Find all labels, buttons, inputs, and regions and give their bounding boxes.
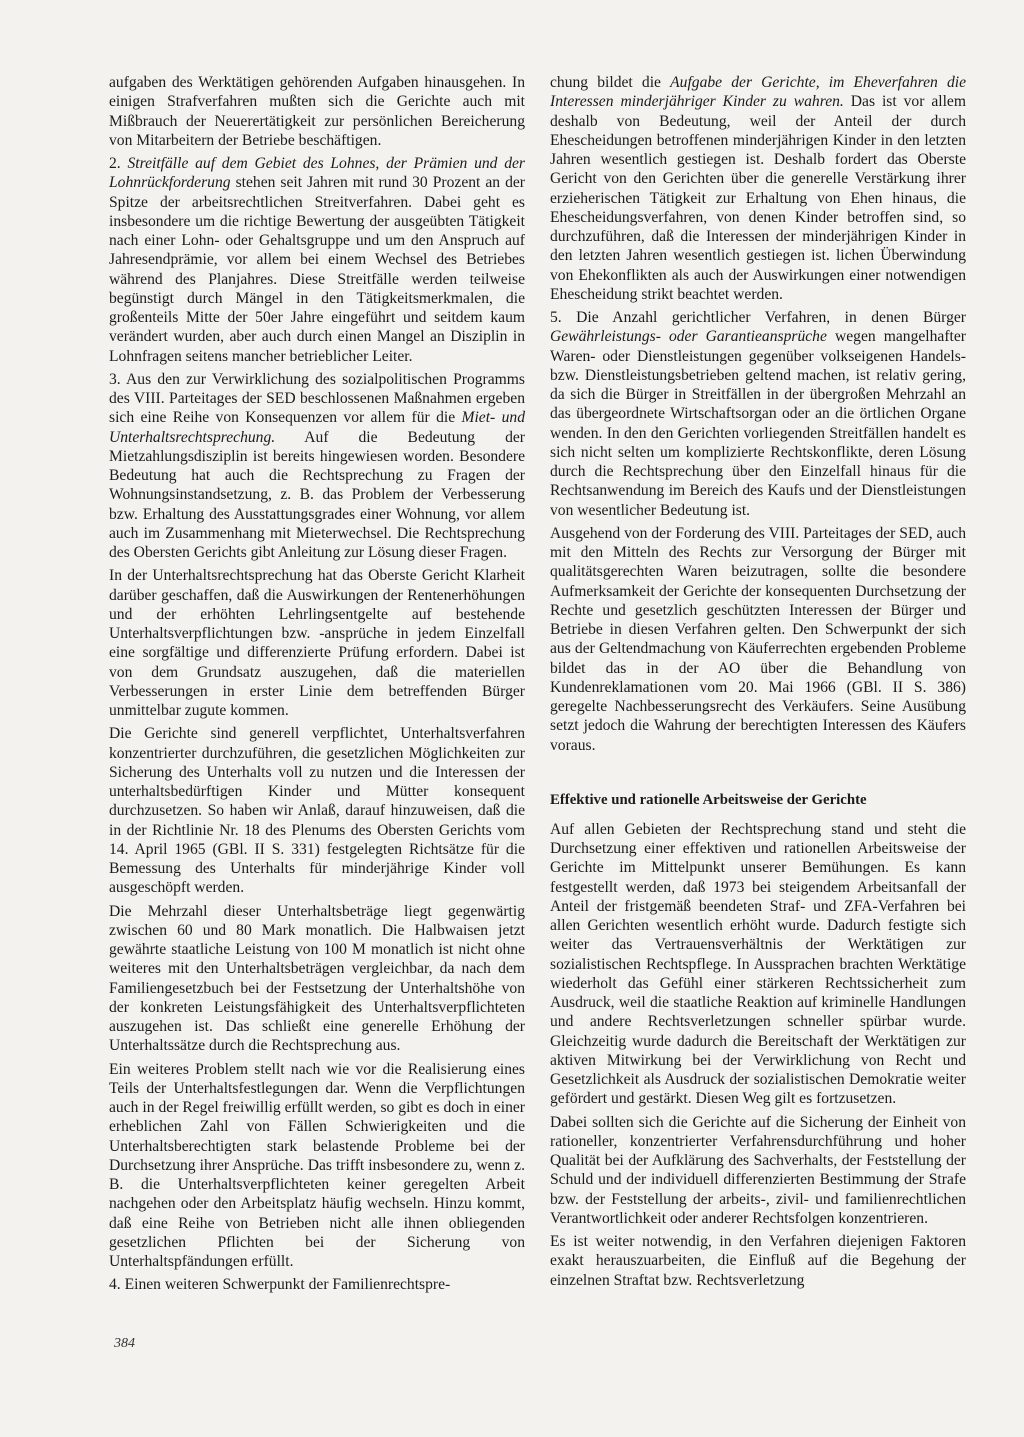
text-run: Das ist vor allem deshalb von Bedeutung, weil der Anteil der durch Ehescheidungen betroffenen minderjährigen Kinder in den letzten Jahren wesentlich gestiegen ist. Deshalb fordert das Oberste Gericht von den Gerichten über die generelle Verstärkung ihrer erzieherischen Tätigkeit zur Erhaltung von Ehen hinaus, die Ehescheidungsverfahren, von denen Kinder betroffen sind, so durchzuführen, daß die Interessen der minderjährigen Kinder in den letzten Jahren wesentlich gestiegen ist. lichen Überwindung von Ehekonflikten als auch der Auswirkungen einer notwendigen Ehescheidung strikt beachtet werden.: [550, 93, 966, 303]
text-run: Die Mehrzahl dieser Unterhaltsbeträge liegt gegenwärtig zwischen 60 und 80 Mark monatlich. Die Halbwaisen jetzt gewährte staatliche Leistung von 100 M monatlich ist nicht ohne weiteres mit den Unterhaltsbeträgen vergleichbar, da nach dem Familiengesetzbuch bei der Festsetzung der Unterhaltshöhe von der konkreten Leistungsfähigkeit des Unterhaltsverpflichteten auszugehen ist. Das schließt eine generelle Erhöhung der Unterhaltssätze durch die Rechtsprechung aus.: [109, 902, 525, 1055]
text-run: Ausgehend von der Forderung des VIII. Parteitages der SED, auch mit den Mitteln des Rechts zur Versorgung der Bürger mit qualitätsgerechten Waren beizutragen, sollte die besondere Aufmerksamkeit der Gerichte der konsequenten Durchsetzung der Rechte und gesetzlich geschützten Interessen der Bürger und Betriebe in diesen Verfahren gelten. Den Schwerpunkt der sich aus der Geltendmachung von Käuferrechten ergebenden Probleme bildet das in der AO über die Behandlung von Kundenreklamationen vom 20. Mai 1966 (GBl. II S. 386) geregelte Nachbesserungsrecht des Verkäufers. Seine Ausübung setzt jedoch die Wahrung der berechtigten Interessen des Käufers voraus.: [550, 524, 966, 754]
text-run: 4. Einen weiteren Schwerpunkt der Familienrechtspre-: [109, 1276, 451, 1294]
paragraph: [109, 154, 525, 366]
right-column-text-before-heading: [550, 73, 966, 755]
text-run: Dabei sollten sich die Gerichte auf die Sicherung der Einheit von rationeller, konzentrierter Verfahrensdurchführung und hoher Qualität bei der Aufklärung des Sachverhalts, der Feststellung der Schuld und der individuell differenzierten Bestimmung der Strafe bzw. der Feststellung der arbeits-, zivil- und familienrechtlichen Verantwortlichkeit oder anderer Rechtsfolgen konzentrieren.: [550, 1113, 966, 1227]
text-run: stehen seit Jahren mit rund 30 Prozent an der Spitze der arbeitsrechtlichen Streitverfahren. Dabei geht es insbesondere um die richtige Bewertung der ausgeübten Tätigkeit nach einer Lohn- oder Gehaltsgruppe und um den Anspruch auf Jahresendprämie, vor allem bei einem Wechsel des Betriebes während des Planjahres. Diese Streitfälle werden teilweise begünstigt durch Mängel in den Tätigkeitsmerkmalen, die großenteils Mitte der 50er Jahre eingeführt und seitdem kaum verändert wurden, aber auch durch einen Mangel an Disziplin in Lohnfragen seitens mancher betrieblicher Leiter.: [109, 174, 525, 365]
paragraph: [550, 1232, 966, 1290]
section-heading: Effektive und rationelle Arbeitsweise der Gerichte: [550, 791, 867, 808]
text-run: Ein weiteres Problem stellt nach wie vor die Realisierung eines Teils der Unterhaltsfestlegungen dar. Wenn die Verpflichtungen auch in der Regel freiwillig erfüllt werden, so gibt es doch in einer erheblichen Zahl von Fällen Schwierigkeiten und die Unterhaltsberechtigten stark belastende Probleme bei der Durchsetzung ihrer Ansprüche. Das trifft insbesondere zu, wenn z. B. die Unterhaltsverpflichteten keiner geregelten Arbeit nachgehen oder den Arbeitsplatz häufig wechseln. Hinzu kommt, daß eine Reihe von Betrieben nicht alle ihnen obliegenden gesetzlichen Pflichten bei der Sicherung von Unterhaltspfändungen erfüllt.: [109, 1060, 525, 1270]
text-run: chung bildet die: [550, 74, 671, 91]
paragraph: [550, 524, 966, 755]
left-column: [109, 73, 525, 1299]
text-run: 3. Aus den zur Verwirklichung des sozialpolitischen Programms des VIII. Parteitages der SED beschlossenen Maßnahmen ergeben sich eine Reihe von Konsequenzen vor allem für die: [109, 370, 525, 427]
right-column: [550, 73, 966, 1294]
paragraph: [109, 370, 525, 563]
paragraph: [550, 73, 966, 304]
text-run: Auf die Bedeutung der Mietzahlungsdisziplin ist bereits hingewiesen worden. Besondere Bedeutung hat auch die Rechtsprechung zu Fragen der Wohnungsinstandsetzung, z. B. das Problem der Verbesserung bzw. Erhaltung des Ausstattungsgrades einer Wohnung, vor allem auch im Zusammenhang mit Mieterwechsel. Die Rechtsprechung des Obersten Gerichts gibt Anleitung zur Lösung dieser Fragen.: [109, 428, 525, 561]
text-run: 2.: [109, 155, 128, 172]
paragraph: [109, 902, 525, 1056]
italic-emphasis: Streitfälle auf dem Gebiet des Lohnes, der Prämien und der Lohnrückforderung: [109, 155, 525, 192]
text-run: 5. Die Anzahl gerichtlicher Verfahren, in denen Bürger: [550, 309, 966, 326]
text-run: Die Gerichte sind generell verpflichtet, Unterhaltsverfahren konzentrierter durchzuführen, die gesetzlichen Möglichkeiten zur Sicherung des Unterhalts voll zu nutzen und die Interessen der unterhaltsbedürftigen Kinder und Mütter konsequent durchzusetzen. So haben wir Anlaß, darauf hinzuweisen, daß die in der Richtlinie Nr. 18 des Plenums des Obersten Gerichts vom 14. April 1965 (GBl. II S. 331) festgelegten Richtsätze für die Bemessung des Unterhalts für minderjährige Kinder voll ausgeschöpft werden.: [109, 725, 525, 897]
italic-emphasis: Miet- und Unterhaltsrechtsprechung.: [109, 409, 525, 446]
paragraph: [109, 73, 525, 150]
paragraph: [550, 820, 966, 1109]
italic-emphasis: Gewährleistungs- oder Garantieansprüche: [550, 328, 827, 346]
text-run: Es ist weiter notwendig, in den Verfahren diejenigen Faktoren exakt herauszuarbeiten, die Einfluß auf die Begehung der einzelnen Straftat bzw. Rechtsverletzung: [550, 1233, 966, 1289]
text-run: Auf allen Gebieten der Rechtsprechung stand und steht die Durchsetzung einer effektiven und rationellen Arbeitsweise der Gerichte im Mittelpunkt unserer Bemühungen. Es kann festgestellt werden, daß 1973 bei steigendem Arbeitsanfall der Anteil der fristgemäß beendeten Straf- und ZFA-Verfahren bei allen Gerichten wesentlich erhöht wurde. Dadurch festigte sich weiter das Vertrauensverhältnis der Werktätigen zur sozialistischen Rechtspflege. In Aussprachen brachten Werktätige wiederholt das Gefühl einer stärkeren Rechtssicherheit zum Ausdruck, weil die staatliche Reaktion auf kriminelle Handlungen und andere Rechtsverletzungen schneller spürbar wurde. Gleichzeitig wurde dadurch die Bereitschaft der Werktätigen zur aktiven Mitwirkung bei der Verwirklichung von Recht und Gesetzlichkeit als Ausdruck der sozialistischen Demokratie weiter gefördert und gestärkt. Diesen Weg gilt es fortzusetzen.: [550, 820, 966, 1108]
paragraph: [550, 308, 966, 520]
paragraph: [550, 1113, 966, 1229]
paragraph: [109, 1275, 525, 1294]
paragraph: [109, 1060, 525, 1272]
italic-emphasis: Aufgabe der Gerichte, im Eheverfahren die Interessen minderjähriger Kinder zu wahren.: [550, 74, 966, 111]
page-number: 384: [114, 1336, 135, 1351]
text-run: aufgaben des Werktätigen gehörenden Aufgaben hinausgehen. In einigen Strafverfahren mußten sich die Gerichte auch mit Mißbrauch der Neuerertätigkeit zur persönlichen Bereicherung von Mitarbeitern der Betriebe beschäftigen.: [109, 74, 525, 149]
paragraph: [109, 724, 525, 897]
text-run: In der Unterhaltsrechtsprechung hat das Oberste Gericht Klarheit darüber geschaffen, daß die Auswirkungen der Rentenerhöhungen und der erhöhten Lehrlingsentgelte auf bestehende Unterhaltsverpflichtungen bzw. -ansprüche in jedem Einzelfall eine sorgfältige und differenzierte Prüfung erfordern. Dabei ist von dem Grundsatz auszugehen, daß die materiellen Verbesserungen in erster Linie dem betreffenden Bürger unmittelbar zugute kommen.: [109, 567, 525, 719]
text-run: wegen mangelhafter Waren- oder Dienstleistungen gegenüber volkseigenen Handels- bzw. Dienstleistungsbetrieben geltend machen, ist relativ gering, da sich die Bürger in Streitfällen in der übergroßen Mehrzahl an das übergeordnete Wirtschaftsorgan oder an die örtlichen Organe wenden. In den den Gerichten vorliegenden Streitfällen handelt es sich nicht selten um komplizierte Rechtskonflikte, deren Lösung durch die Rechtsprechung über den Einzelfall hinaus für die Rechtsanwendung im Bereich des Kaufs und der Dienstleistungen von wesentlicher Bedeutung ist.: [550, 328, 966, 519]
paragraph: [109, 566, 525, 720]
right-column-text-after-heading: [550, 820, 966, 1290]
